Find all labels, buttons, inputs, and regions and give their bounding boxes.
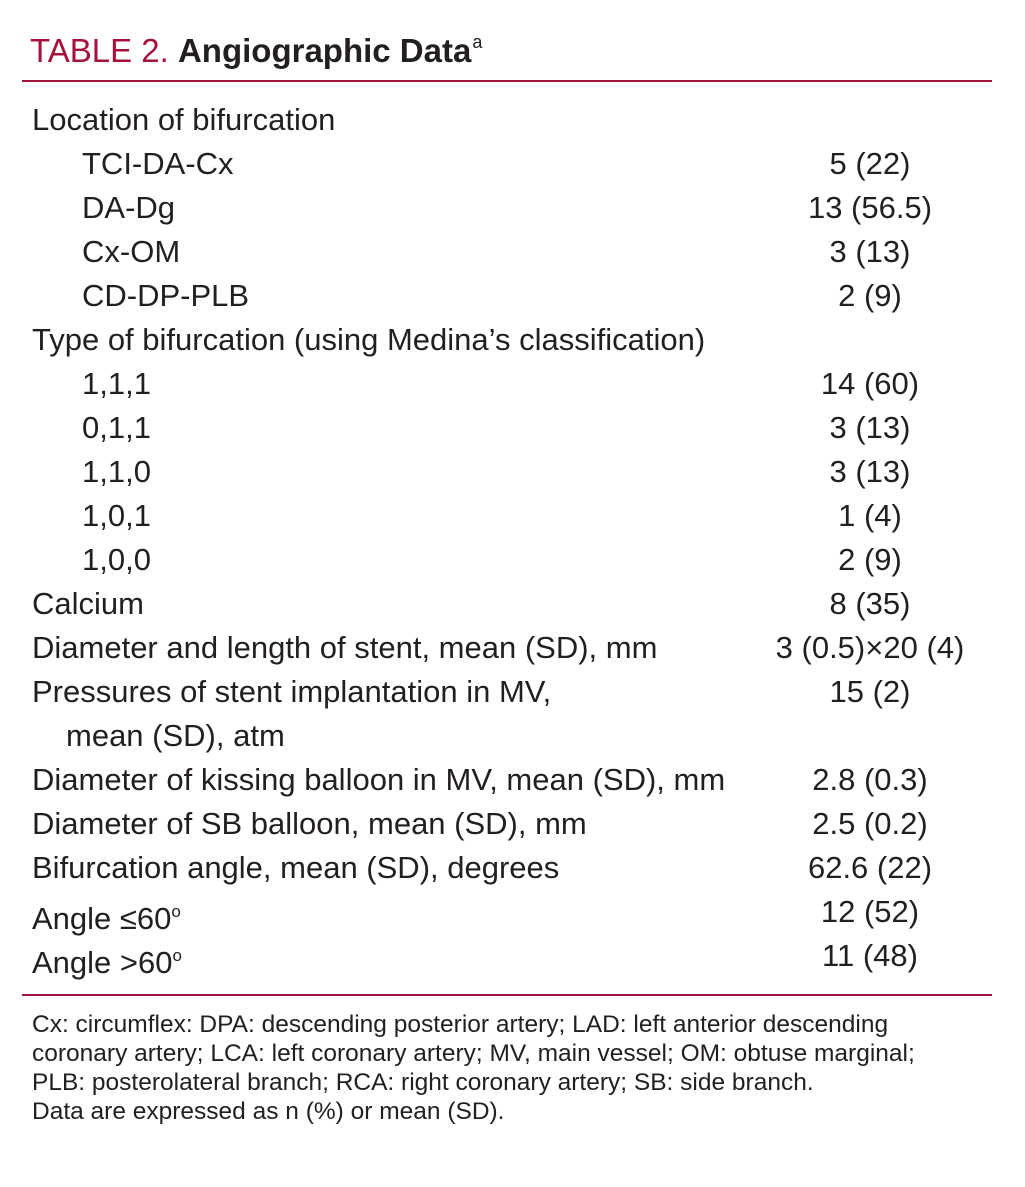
row-value: 15 (2)	[829, 674, 911, 709]
degree-superscript: o	[171, 902, 181, 921]
table-row	[0, 670, 1025, 758]
row-label: Diameter and length of stent, mean (SD), mm	[32, 630, 658, 665]
table-footnotes	[32, 1010, 1002, 1126]
row-label: Type of bifurcation (using Medina’s classification)	[32, 322, 706, 357]
table-row	[0, 934, 1025, 978]
degree-superscript: o	[172, 946, 182, 965]
row-value: 3 (13)	[829, 410, 911, 445]
row-label-continuation: mean (SD), atm	[66, 718, 285, 753]
title-footnote-marker: a	[472, 32, 483, 52]
row-value: 3 (0.5)×20 (4)	[775, 630, 965, 665]
table-row	[0, 230, 1025, 274]
bottom-divider	[22, 994, 992, 996]
row-value: 2.5 (0.2)	[812, 806, 928, 841]
row-label: Diameter of kissing balloon in MV, mean (SD), mm	[32, 762, 726, 797]
table-row	[0, 362, 1025, 406]
table-row	[0, 494, 1025, 538]
table-row	[0, 406, 1025, 450]
table-row	[0, 582, 1025, 626]
row-label: Angle >60	[32, 945, 173, 980]
table-row	[0, 274, 1025, 318]
table-name: Angiographic Data	[177, 32, 472, 69]
table-row	[0, 890, 1025, 934]
row-label: 1,0,1	[82, 498, 151, 533]
row-label: 1,0,0	[82, 542, 151, 577]
row-label: Pressures of stent implantation in MV,	[32, 674, 552, 709]
row-value: 1 (4)	[838, 498, 902, 533]
row-label: TCI-DA-Cx	[82, 146, 234, 181]
row-label: Angle ≤60	[32, 901, 172, 936]
table-number: TABLE 2.	[30, 32, 169, 69]
table-row	[0, 142, 1025, 186]
row-value: 14 (60)	[820, 366, 920, 401]
row-value: 8 (35)	[829, 586, 911, 621]
footnote-line: Cx: circumflex: DPA: descending posterior artery; LAD: left anterior descending	[32, 1011, 889, 1038]
row-value: 11 (48)	[822, 938, 918, 973]
table-body	[0, 98, 1025, 978]
table-row	[0, 846, 1025, 890]
table-row	[0, 98, 1025, 142]
row-value: 62.6 (22)	[807, 850, 933, 885]
row-label: Diameter of SB balloon, mean (SD), mm	[32, 806, 587, 841]
row-label: 0,1,1	[82, 410, 151, 445]
row-label: Calcium	[32, 586, 144, 621]
row-value: 3 (13)	[829, 454, 911, 489]
row-value: 5 (22)	[829, 146, 911, 181]
row-label: Location of bifurcation	[32, 102, 336, 137]
table-row	[0, 802, 1025, 846]
table-row	[0, 450, 1025, 494]
table-row	[0, 538, 1025, 582]
table-row	[0, 318, 1025, 362]
row-value: 13 (56.5)	[807, 190, 933, 225]
table-row	[0, 186, 1025, 230]
row-label: 1,1,1	[82, 366, 151, 401]
table-row	[0, 626, 1025, 670]
row-label: Bifurcation angle, mean (SD), degrees	[32, 850, 560, 885]
row-value: 2 (9)	[838, 542, 902, 577]
footnote-line: Data are expressed as n (%) or mean (SD).	[32, 1098, 505, 1125]
row-value: 2 (9)	[838, 278, 902, 313]
top-divider	[22, 80, 992, 82]
row-label: Cx-OM	[82, 234, 181, 269]
row-label: CD-DP-PLB	[82, 278, 250, 313]
table-title	[30, 22, 482, 71]
row-label-wrap	[32, 934, 182, 985]
footnote-line: PLB: posterolateral branch; RCA: right coronary artery; SB: side branch.	[32, 1069, 814, 1096]
footnote-line: coronary artery; LCA: left coronary artery; MV, main vessel; OM: obtuse marginal;	[32, 1040, 915, 1067]
table-row	[0, 758, 1025, 802]
row-label: 1,1,0	[82, 454, 151, 489]
row-value: 3 (13)	[829, 234, 911, 269]
row-value: 2.8 (0.3)	[812, 762, 928, 797]
row-label: DA-Dg	[82, 190, 176, 225]
row-value: 12 (52)	[820, 894, 920, 929]
